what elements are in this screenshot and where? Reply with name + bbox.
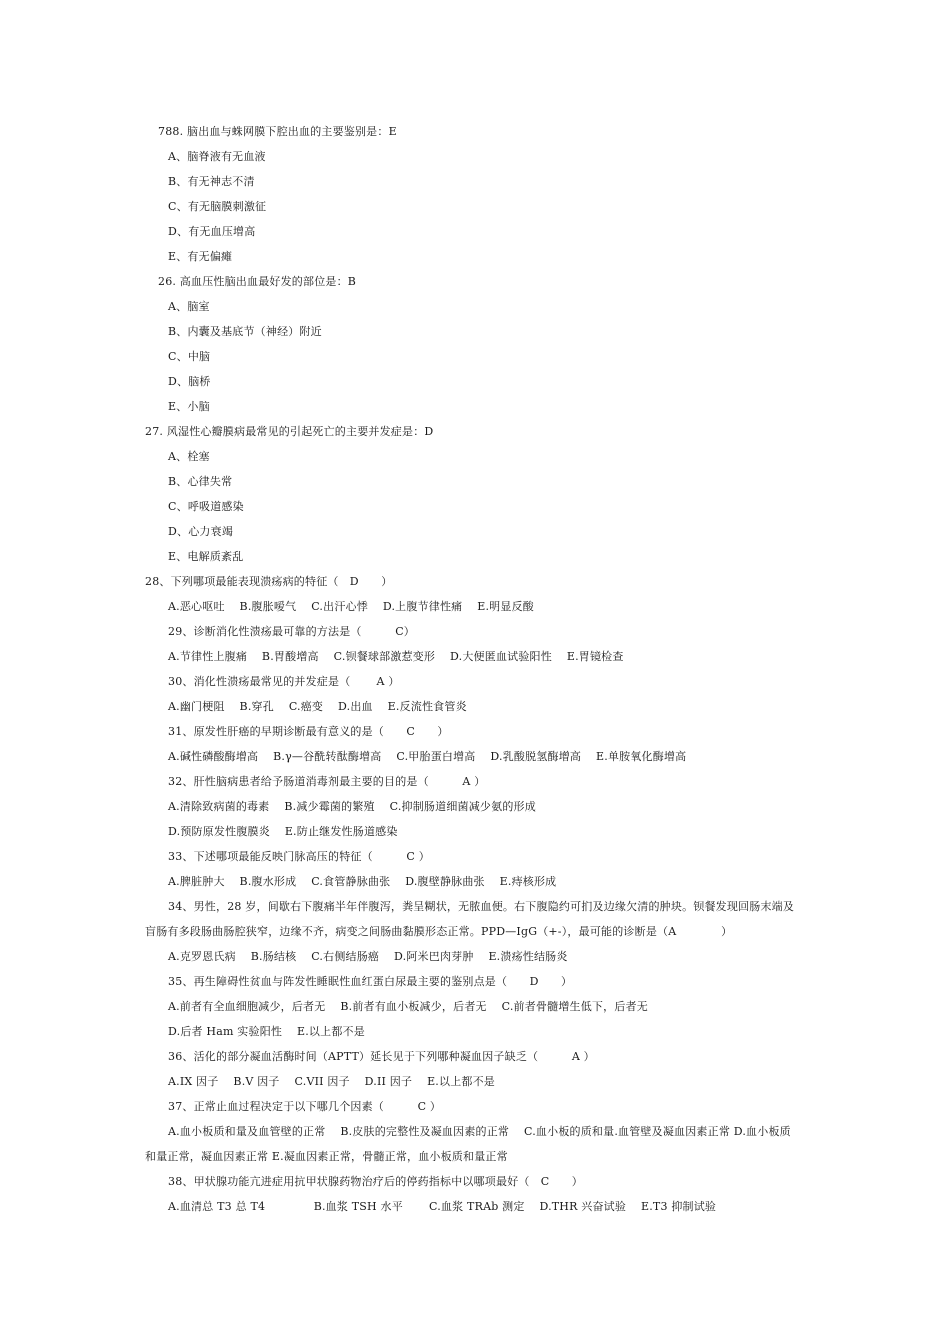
question-35-stem: 35、再生障碍性贫血与阵发性睡眠性血红蛋白尿最主要的鉴别点是（ D ） bbox=[168, 975, 573, 988]
question-37-options: A.血小板质和量及血管壁的正常 B.皮肤的完整性及凝血因素的正常 C.血小板的质和量.血管壁及凝血因素正常 D.血小板质和量正常，凝血因素正常 E.凝血因素正常，骨髓正常，血小板质和量正常 bbox=[145, 1125, 791, 1163]
question-34-options: A.克罗恩氏病 B.肠结核 C.右侧结肠癌 D.阿米巴肉芽肿 E.溃疡性结肠炎 bbox=[168, 950, 568, 963]
option-item: A、脑脊液有无血液 bbox=[168, 150, 266, 163]
question-28-stem: 28、下列哪项最能表现溃疡病的特征（ D ） bbox=[145, 575, 393, 588]
option-item: E、小脑 bbox=[168, 400, 210, 413]
question-28-options: A.恶心呕吐 B.腹胀嗳气 C.出汗心悸 D.上腹节律性痛 E.明显反酸 bbox=[168, 600, 534, 613]
option-item: D、有无血压增高 bbox=[168, 225, 256, 238]
question-30-stem: 30、消化性溃疡最常见的并发症是（ A ） bbox=[168, 675, 400, 688]
option-item: A、脑室 bbox=[168, 300, 210, 313]
question-32-options-line-1: A.清除致病菌的毒素 B.减少霉菌的繁殖 C.抑制肠道细菌减少氨的形成 bbox=[168, 800, 536, 813]
option-item: D、脑桥 bbox=[168, 375, 211, 388]
option-item: B、心律失常 bbox=[168, 475, 233, 488]
question-32-options-line-2: D.预防原发性腹膜炎 E.防止继发性肠道感染 bbox=[168, 825, 398, 838]
question-29-stem: 29、诊断消化性溃疡最可靠的方法是（ C） bbox=[168, 625, 416, 638]
option-item: C、中脑 bbox=[168, 350, 211, 363]
question-35-options-line-1: A.前者有全血细胞减少，后者无 B.前者有血小板减少，后者无 C.前者骨髓增生低下，后者无 bbox=[168, 1000, 648, 1013]
question-35-options-line-2: D.后者 Ham 实验阳性 E.以上都不是 bbox=[168, 1025, 365, 1038]
question-31-stem: 31、原发性肝癌的早期诊断最有意义的是（ C ） bbox=[168, 725, 449, 738]
option-item: D、心力衰竭 bbox=[168, 525, 234, 538]
option-item: C、呼吸道感染 bbox=[168, 500, 244, 513]
question-33-stem: 33、下述哪项最能反映门脉高压的特征（ C ） bbox=[168, 850, 430, 863]
question-33-options: A.脾脏肿大 B.腹水形成 C.食管静脉曲张 D.腹壁静脉曲张 E.痔核形成 bbox=[168, 875, 557, 888]
question-26-stem: 26. 高血压性脑出血最好发的部位是：B bbox=[158, 275, 357, 288]
question-36-options: A.IX 因子 B.V 因子 C.VII 因子 D.II 因子 E.以上都不是 bbox=[168, 1075, 496, 1088]
question-36-stem: 36、活化的部分凝血活酶时间（APTT）延长见于下列哪种凝血因子缺乏（ A ） bbox=[168, 1050, 595, 1063]
option-item: B、有无神志不清 bbox=[168, 175, 255, 188]
question-30-options: A.幽门梗阻 B.穿孔 C.癌变 D.出血 E.反流性食管炎 bbox=[168, 700, 467, 713]
question-38-options: A.血清总 T3 总 T4 B.血浆 TSH 水平 C.血浆 TRAb 测定 D.THR 兴奋试验 E.T3 抑制试验 bbox=[168, 1200, 717, 1213]
question-34-stem: 34、男性，28 岁，间歇右下腹痛半年伴腹泻，粪呈糊状，无脓血便。右下腹隐约可扪及边缘欠清的肿块。钡餐发现回肠末端及盲肠有多段肠曲肠腔狭窄，边缘不齐，病变之间肠曲黏膜形态正常。PPD—IgG（+-），最可能的诊断是（A ） bbox=[145, 900, 795, 938]
question-32-stem: 32、肝性脑病患者给予肠道消毒剂最主要的目的是（ A ） bbox=[168, 775, 486, 788]
question-788-stem: 788. 脑出血与蛛网膜下腔出血的主要鉴别是：E bbox=[158, 125, 397, 138]
option-item: A、栓塞 bbox=[168, 450, 210, 463]
question-31-options: A.碱性磷酸酶增高 B.γ—谷酰转酞酶增高 C.甲胎蛋白增高 D.乳酸脱氢酶增高 E.单胺氧化酶增高 bbox=[168, 750, 687, 763]
option-item: E、有无偏瘫 bbox=[168, 250, 233, 263]
option-item: C、有无脑膜刺激征 bbox=[168, 200, 267, 213]
option-item: B、内囊及基底节（神经）附近 bbox=[168, 325, 322, 338]
question-29-options: A.节律性上腹痛 B.胃酸增高 C.钡餐球部激惹变形 D.大便匿血试验阳性 E.胃镜检查 bbox=[168, 650, 624, 663]
option-item: E、电解质紊乱 bbox=[168, 550, 244, 563]
question-37-stem: 37、正常止血过程决定于以下哪几个因素（ C ） bbox=[168, 1100, 442, 1113]
question-38-stem: 38、甲状腺功能亢进症用抗甲状腺药物治疗后的停药指标中以哪项最好（ C ） bbox=[168, 1175, 584, 1188]
question-27-stem: 27. 风湿性心瓣膜病最常见的引起死亡的主要并发症是：D bbox=[145, 425, 434, 438]
